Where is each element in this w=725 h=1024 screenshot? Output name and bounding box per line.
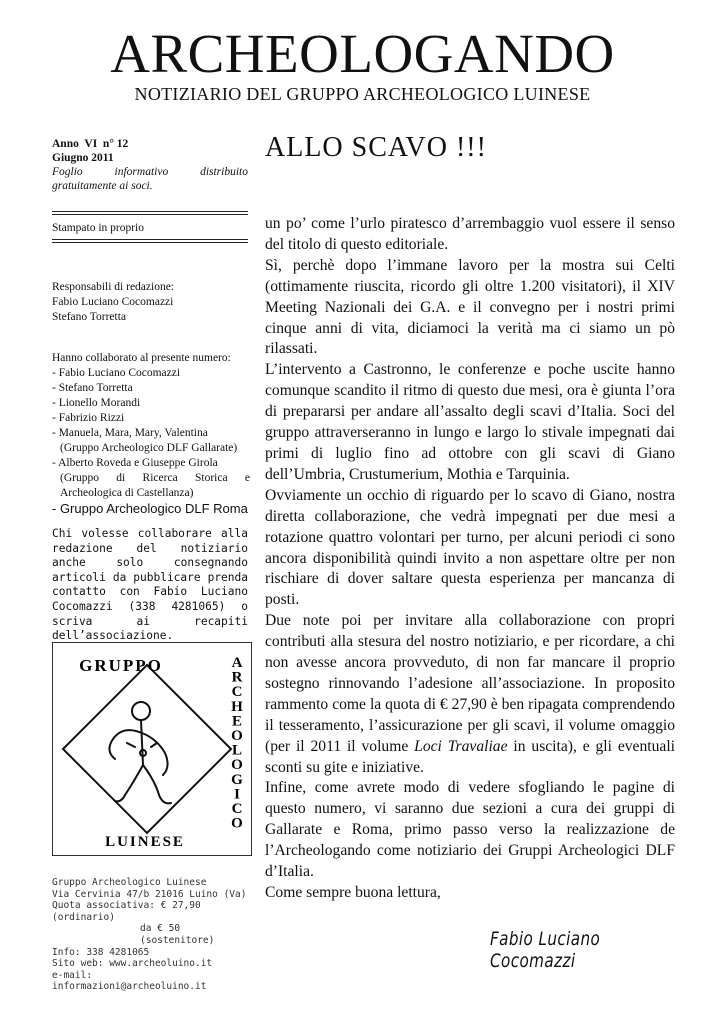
issue-date: Giugno 2011 bbox=[52, 152, 114, 164]
editors-label: Responsabili di redazione: bbox=[52, 281, 174, 293]
article-paragraph bbox=[265, 611, 675, 778]
contact-footer bbox=[52, 877, 252, 993]
logo-figure-icon bbox=[109, 702, 171, 803]
logo-side-letter: C bbox=[231, 684, 243, 701]
contributor-item: (Gruppo Archeologico DLF Gallarate) bbox=[60, 442, 238, 454]
footer-info: Info: 338 4281065 bbox=[52, 946, 150, 958]
article-closing: Come sempre buona lettura, bbox=[265, 884, 441, 901]
logo-side-letter: L bbox=[231, 742, 243, 759]
printed-note: Stampato in proprio bbox=[52, 222, 144, 234]
contributor-item: - Gruppo Archeologico DLF Roma bbox=[52, 501, 248, 516]
editors-block bbox=[52, 280, 248, 325]
article-text: Due note poi per invitare alla collaborazione con propri contributi alla stesura del nostro notiziario, e per ricordare, a chi non avesse ancora provveduto, di non far mancare il proprio sostegno rinnovando l’adesione all’associazione. In proposito rammento come la quota di € 27,90 è ben ripagata comprendendo il tesseramento, l’assicurazione per gli scavi, il volume omaggio (per il 2011 il volume bbox=[265, 612, 675, 755]
logo-side-letter: R bbox=[231, 669, 243, 686]
editor-name: Fabio Luciano Cocomazzi bbox=[52, 296, 174, 308]
contributor-item: - Manuela, Mara, Mary, Valentina bbox=[52, 427, 208, 439]
collaboration-invite: Chi volesse collaborare alla redazione del notiziario anche solo consegnando articoli da pubblicare prenda contatto con Fabio Luciano Cocomazzi (338 4281065) o scriva ai recapiti dell’associazione. bbox=[52, 527, 248, 643]
issue-description-line1: Foglio informativo distribuito bbox=[52, 166, 248, 178]
logo-side-letter: G bbox=[231, 771, 243, 788]
article-body bbox=[265, 214, 675, 904]
logo-side-letter: O bbox=[231, 757, 243, 774]
contributor-item: (Gruppo di Ricerca Storica e bbox=[60, 472, 250, 484]
logo-side-letter: C bbox=[231, 801, 243, 817]
article-headline: ALLO SCAVO !!! bbox=[265, 132, 487, 163]
contributors-label: Hanno collaborato al presente numero: bbox=[52, 352, 231, 364]
contributor-item: - Alberto Roveda e Giuseppe Girola bbox=[52, 457, 218, 469]
book-title: Loci Travaliae bbox=[414, 737, 508, 755]
footer-fee: da € 50 (sostenitore) bbox=[140, 923, 215, 946]
logo-text-bottom: LUINESE bbox=[105, 834, 185, 850]
footer-fee: Quota associativa: € 27,90 (ordinario) bbox=[52, 900, 201, 923]
contributor-item: - Fabrizio Rizzi bbox=[52, 412, 125, 424]
article-text: in uscita), e gli eventuali sconti su gite e iniziative. bbox=[265, 737, 675, 776]
article-paragraph: un po’ come l’urlo piratesco d’arrembaggio vuol essere il senso del titolo di questo editoriale. bbox=[265, 215, 675, 253]
article-paragraph: Infine, come avrete modo di vedere sfogliando le pagine di questo numero, vi saranno due sezioni a cura dei gruppi di Gallarate e Roma, primo passo verso la realizzazione de l’Archeologando come notiziario dei Gruppi Archeologici DLF d’Italia. bbox=[265, 779, 675, 881]
group-logo bbox=[52, 642, 252, 856]
issue-number: Anno VI n° 12 bbox=[52, 138, 129, 150]
masthead-subtitle: NOTIZIARIO DEL GRUPPO ARCHEOLOGICO LUINESE bbox=[134, 84, 591, 104]
article-paragraph: Ovviamente un occhio di riguardo per lo scavo di Giano, nostra diretta collaborazione, che vedrà impegnati per due mesi a rotazione quattro volontari per turno, per alcuni periodi ci sono ancora disponibilità quindi invito a non aspettare oltre per non rischiare di dover saltare questa esperienza per mancanza di posti. bbox=[265, 486, 675, 609]
issue-info bbox=[52, 137, 248, 193]
logo-side-letter: O bbox=[231, 815, 243, 832]
footer-address: Via Cervinia 47/b 21016 Luino (Va) bbox=[52, 888, 247, 900]
article-paragraph: L’intervento a Castronno, le conferenze e poche uscite hanno comunque scandito il ritmo di questo due mesi, ora è giunta l’ora di prepararsi per andare all’assalto degli scavi d’Italia. Soci del gruppo attraverseranno in lungo e largo lo stivale impegnati dai primi di luglio fino ad ottobre con gli scavi di Giano dell’Umbria, Crustumerium, Mothia e Tarquinia. bbox=[265, 361, 675, 483]
footer-org: Gruppo Archeologico Luinese bbox=[52, 877, 207, 888]
footer-website[interactable]: Sito web: www.archeoluino.it bbox=[52, 958, 213, 970]
logo-side-letter: H bbox=[231, 698, 243, 715]
logo-side-letter: A bbox=[231, 655, 243, 671]
logo-side-letter: I bbox=[234, 786, 240, 803]
logo-diamond bbox=[63, 665, 231, 833]
logo-side-letter: E bbox=[231, 713, 243, 730]
logo-text-side bbox=[231, 655, 243, 832]
contributor-item: - Fabio Luciano Cocomazzi bbox=[52, 367, 181, 379]
issue-description-line2: gratuitamente ai soci. bbox=[52, 180, 153, 192]
masthead-title: ARCHEOLOGANDO bbox=[110, 23, 615, 84]
footer-email[interactable]: e-mail: informazioni@archeoluino.it bbox=[52, 969, 207, 993]
divider-mid bbox=[52, 239, 248, 240]
contributor-item: - Lionello Morandi bbox=[52, 397, 141, 409]
divider-top bbox=[52, 211, 248, 212]
contributors-block bbox=[52, 351, 250, 516]
logo-text-top: GRUPPO bbox=[79, 656, 163, 675]
contributor-item: Archeologica di Castellanza) bbox=[60, 487, 194, 499]
logo-graphic bbox=[53, 643, 251, 855]
contributor-item: - Stefano Torretta bbox=[52, 382, 133, 394]
author-signature: Fabio Luciano Cocomazzi bbox=[490, 928, 601, 972]
divider-top-double bbox=[52, 214, 248, 215]
editor-name: Stefano Torretta bbox=[52, 311, 127, 323]
article-paragraph: Sì, perchè dopo l’immane lavoro per la mostra sui Celti (ottimamente riuscita, ricordo gli oltre 1.200 visitatori), il XIV Meeting Nazionali dei G.A. e il convegno per i nostri primi cinque anni di vita, diciamoci la verità ma ci siamo un pò rilassati. bbox=[265, 256, 675, 358]
logo-side-letter: O bbox=[231, 728, 243, 744]
divider-mid-double bbox=[52, 242, 248, 243]
